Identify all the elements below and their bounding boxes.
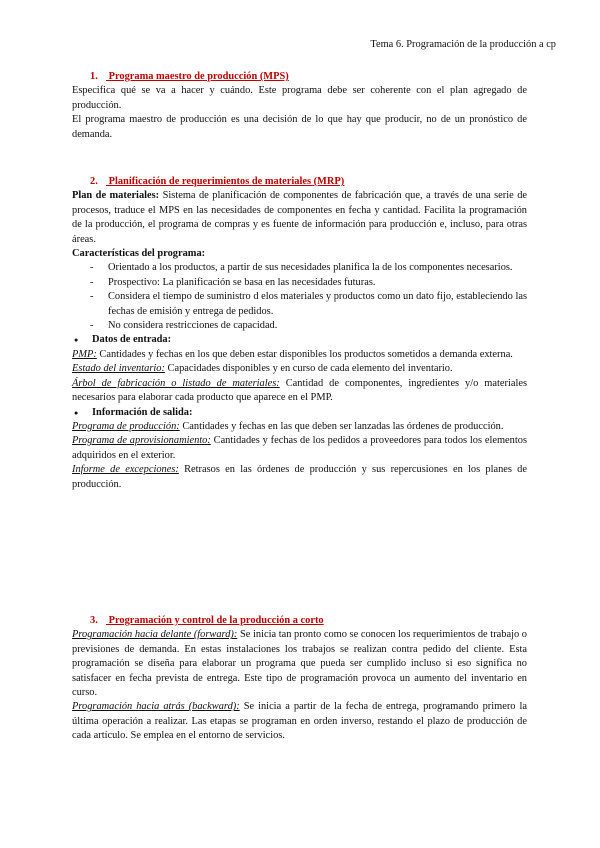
characteristics-list	[72, 261, 527, 333]
paragraph	[72, 189, 527, 247]
term-label: Programa de aprovisionamiento:	[72, 435, 211, 447]
paragraph	[72, 377, 527, 406]
page-header: Tema 6. Programación de la producción a cp	[370, 39, 556, 50]
section-title: Planificación de requerimientos de materiales (MRP)	[108, 176, 345, 187]
term-label: Programación hacia atrás (backward):	[72, 701, 240, 713]
term-text: Cantidades y fechas de los pedidos a proveedores para todos los elementos adquiridos en el exterior.	[72, 435, 527, 461]
paragraph	[72, 362, 527, 376]
bullet-heading: ● Información de salida:	[72, 406, 527, 420]
paragraph	[72, 463, 527, 492]
term-label: Informe de excepciones:	[72, 464, 179, 476]
list-item: - Prospectivo: La planificación se basa en las necesidades futuras.	[108, 276, 527, 290]
term-label: Árbol de fabricación o listado de materiales:	[72, 377, 280, 389]
term-text: Cantidad de componentes, ingredientes y/o materiales necesarios para elaborar cada producto que aparece en el PMP.	[72, 377, 527, 404]
section-mrp	[72, 175, 527, 492]
bullet-heading: ● Datos de entrada:	[72, 333, 527, 347]
section-heading	[90, 70, 527, 84]
term-text: Cantidades y fechas en los que deben estar disponibles los productos sometidos a demanda externa.	[96, 348, 513, 360]
paragraph	[72, 700, 527, 743]
section-mps	[72, 70, 527, 142]
term-text: Se inicia a partir de la fecha de entrega, programando primero la última operación a realizar. Las etapas se programan en orden inverso, restando el plazo de producción de cada artículo. Se emplea en el entorno de servicios.	[72, 701, 527, 742]
list-item: - Orientado a los productos, a partir de sus necesidades planifica la de los componentes necesarios.	[108, 261, 527, 275]
section-heading	[90, 614, 527, 628]
list-item: - No considera restricciones de capacidad.	[108, 319, 527, 333]
paragraph: Especifica qué se va a hacer y cuándo. Este programa debe ser coherente con el plan agregado de producción.	[72, 85, 527, 111]
term-label: Estado del inventario:	[72, 363, 165, 375]
term-text: Cantidades y fechas en las que deben ser lanzadas las órdenes de producción.	[179, 420, 504, 432]
term-label: Programación hacia delante (forward):	[72, 629, 238, 641]
term-label: Plan de materiales:	[72, 190, 160, 202]
paragraph	[72, 628, 527, 700]
list-item: - Considera el tiempo de suministro d elos materiales y productos como un dato fijo, estableciendo las fechas de emisión y entrega de pedidos.	[108, 290, 527, 319]
paragraph	[72, 348, 527, 362]
term-text: Capacidades disponibles y en curso de cada elemento del inventario.	[164, 363, 453, 375]
paragraph	[72, 420, 527, 434]
term-text: Sistema de planificación de componentes de fabricación que, a través de una serie de procesos, traduce el MPS en las necesidades de componentes en fecha y cantidad. Facilita la programación de la producción, el programa de compras y es fuente de información para producción e, incluso, para otras áreas.	[72, 190, 528, 245]
section-number: 1.	[90, 71, 98, 82]
subheading: Características del programa:	[72, 248, 206, 260]
term-text: Retrasos en las órdenes de producción y sus repercusiones en los planes de producción.	[72, 464, 527, 490]
term-label: PMP:	[72, 348, 97, 360]
section-title: Programación y control de la producción a corto	[108, 615, 324, 626]
paragraph: El programa maestro de producción es una decisión de lo que hay que producir, no de un pronóstico de demanda.	[72, 114, 527, 140]
paragraph	[72, 434, 527, 463]
term-text: Se inicia tan pronto como se conocen los requerimientos de trabajo o previsiones de demanda. En estas instalaciones los trabajos se realizan contra pedido del cliente. Esta programación se diseña para elaborar un programa que pueda ser cumplido incluso si eso significa no satisfacer en fecha prevista de entrega. Este tipo de programación provoca un aumento del inventario en curso.	[72, 629, 527, 699]
section-short-term	[72, 614, 527, 744]
term-label: Programa de producción:	[72, 420, 180, 432]
section-heading	[90, 175, 527, 189]
section-number: 3.	[90, 615, 98, 626]
section-title: Programa maestro de producción (MPS)	[108, 71, 289, 82]
section-number: 2.	[90, 176, 98, 187]
